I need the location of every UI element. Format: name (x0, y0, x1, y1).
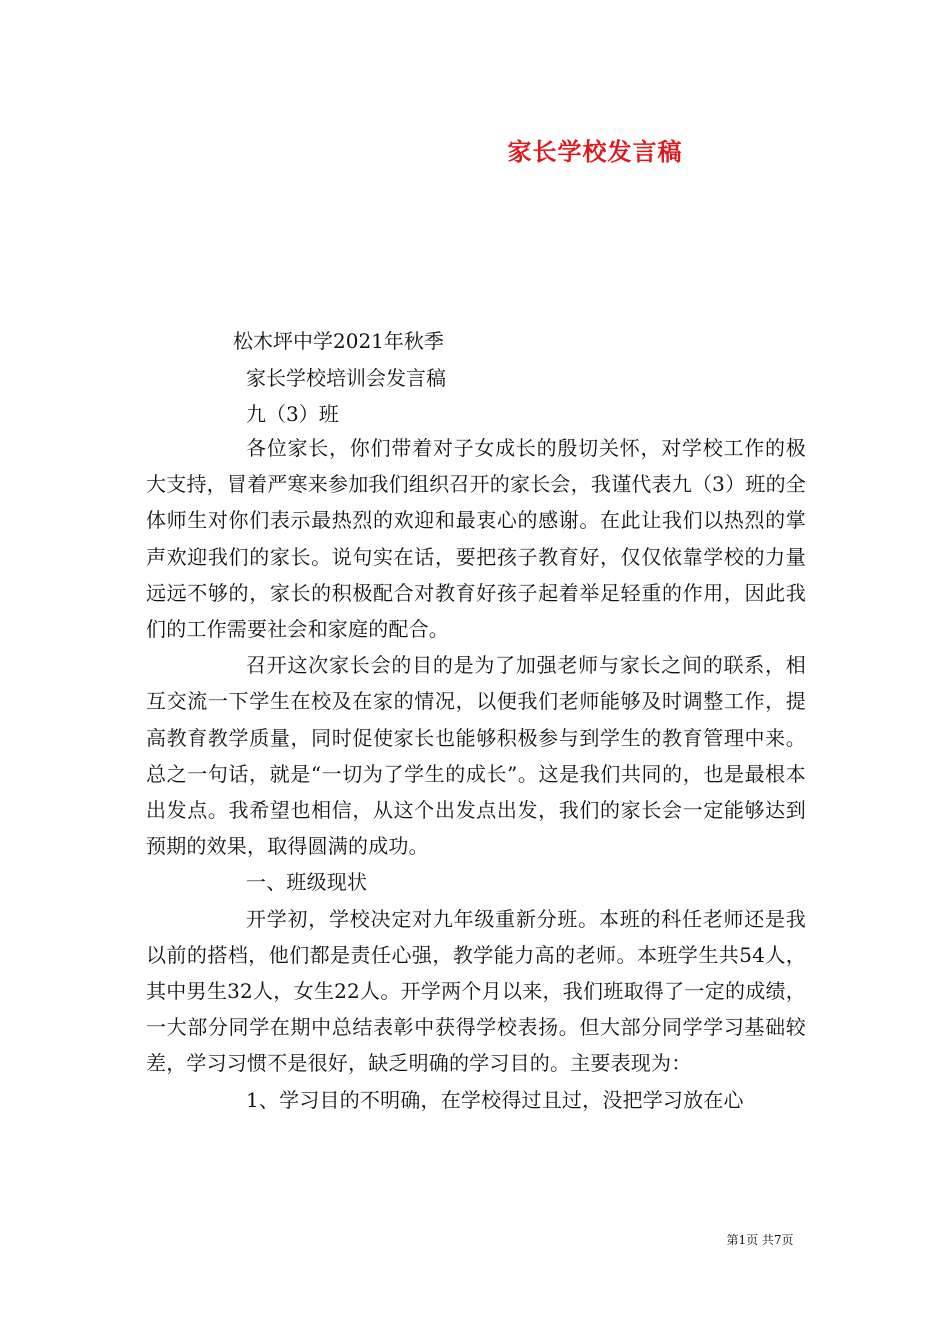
document-title (0, 132, 950, 167)
meeting-title-line: 家长学校培训会发言稿 (246, 366, 446, 390)
school-semester-line: 松木坪中学2021年秋季 (233, 329, 444, 353)
document-title-text: 家长学校发言稿 (507, 137, 683, 166)
document-body (146, 430, 806, 1118)
page-footer: 第1页 共7页 (726, 1233, 794, 1247)
paragraph-greeting: 各位家长，你们带着对子女成长的殷切关怀，对学校工作的极大支持，冒着严寒来参加我们组织召开的家长会，我谨代表九（3）班的全体师生对你们表示最热烈的欢迎和最衷心的感谢。在此让我们以热烈的掌声欢迎我们的家长。说句实在话，要把孩子教育好，仅仅依靠学校的力量远远不够的，家长的积极配合对教育好孩子起着举足轻重的作用，因此我们的工作需要社会和家庭的配合。 (146, 436, 806, 642)
paragraph-class-status: 开学初，学校决定对九年级重新分班。本班的科任老师还是我以前的搭档，他们都是责任心强，教学能力高的老师。本班学生共54人，其中男生32人，女生22人。开学两个月以来，我们班取得了一定的成绩，一大部分同学在期中总结表彰中获得学校表扬。但大部分同学学习基础较差，学习习惯不是很好，缺乏明确的学习目的。主要表现为： (146, 906, 806, 1076)
class-name-line: 九（3）班 (246, 402, 339, 426)
paragraph-point-1: 1、学习目的不明确，在学校得过且过，没把学习放在心 (246, 1087, 744, 1112)
paragraph-purpose: 召开这次家长会的目的是为了加强老师与家长之间的联系，相互交流一下学生在校及在家的情况，以便我们老师能够及时调整工作，提高教育教学质量，同时促使家长也能够积极参与到学生的教育管理中来。总之一句话，就是“一切为了学生的成长”。这是我们共同的，也是最根本出发点。我希望也相信，从这个出发点出发，我们的家长会一定能够达到预期的效果，取得圆满的成功。 (146, 653, 806, 859)
section-heading-class-status: 一、班级现状 (246, 870, 368, 895)
